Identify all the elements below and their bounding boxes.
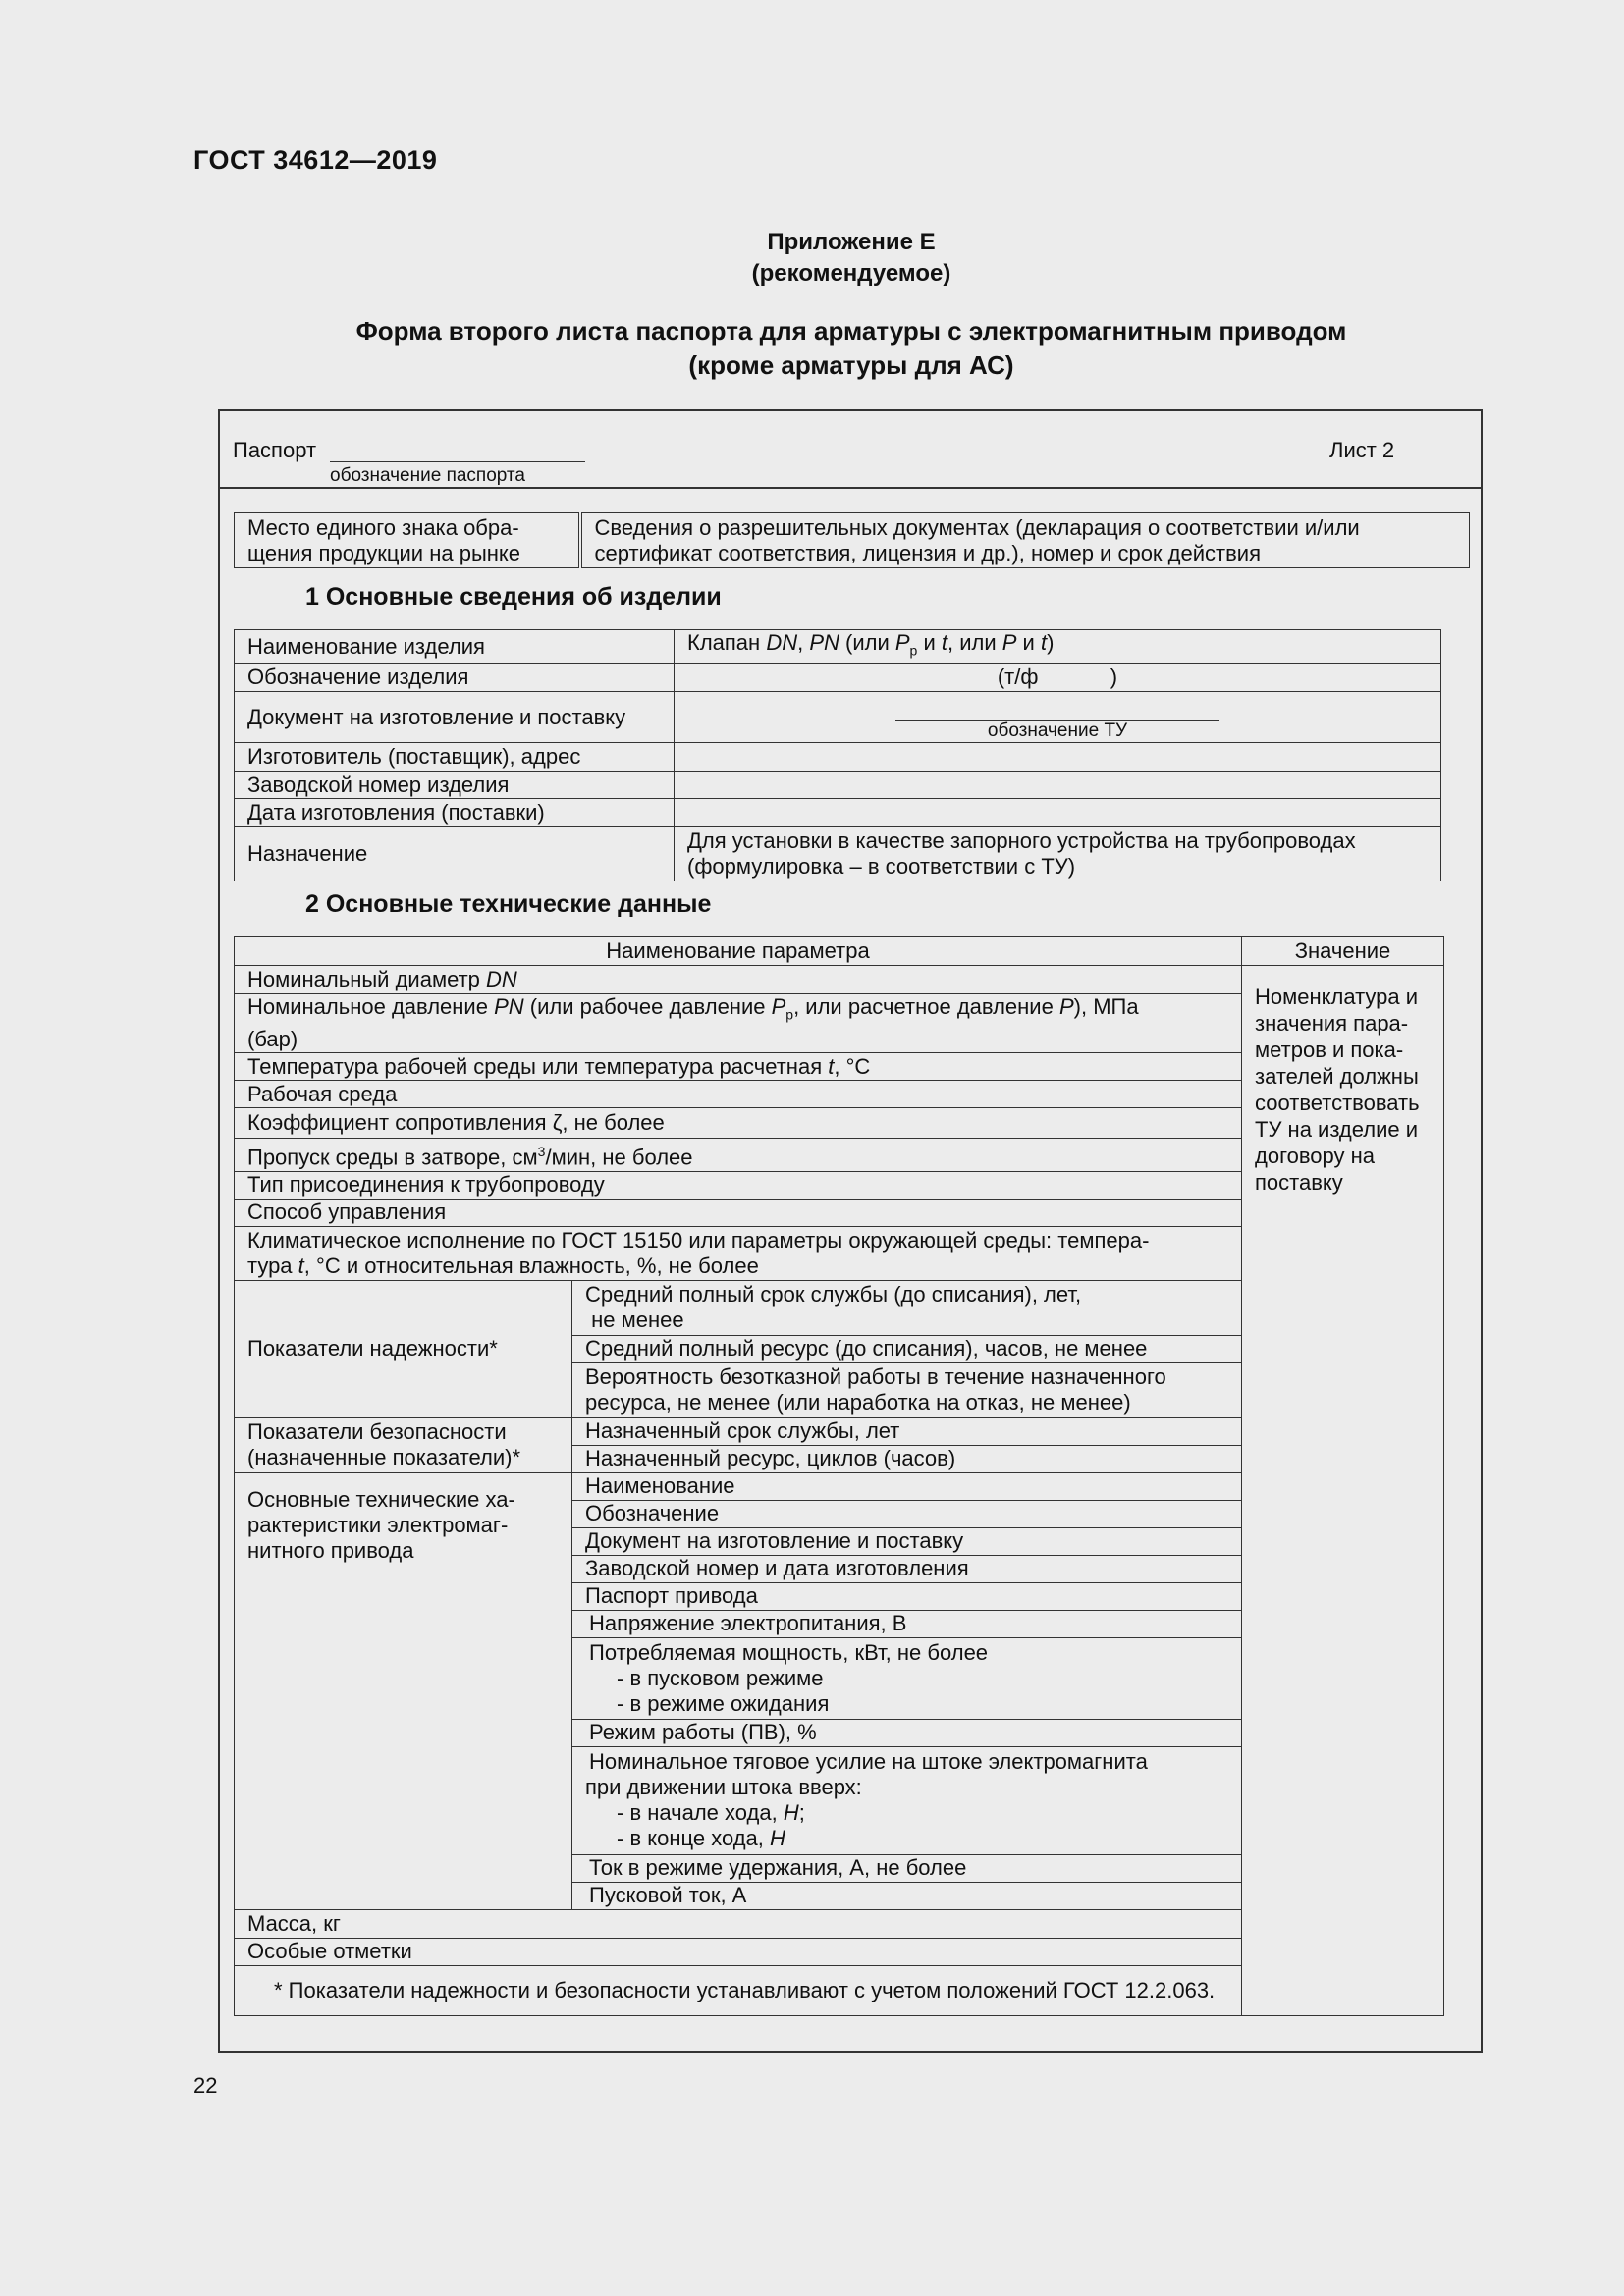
tech-data-table [234, 936, 1444, 2016]
table-row: Коэффициент сопротивления ζ, не более [235, 1108, 1444, 1139]
section1-heading: 1 Основные сведения об изделии [305, 583, 722, 611]
table-row: Документ на изготовление и поставку [235, 1527, 1444, 1555]
documents-table [234, 512, 1470, 568]
table-row: Пропуск среды в затворе, $см^3$/мин, не более [235, 1139, 1444, 1171]
col-header-value: Значение [1242, 937, 1444, 966]
form-title-line2: (кроме арматуры для АС) [688, 350, 1014, 380]
safety-label: Показатели безопасности (назначенные показатели)* [235, 1417, 572, 1472]
table-row: Документ на изготовление и поставку обозначение ТУ [235, 692, 1441, 743]
table-row: Пусковой ток, А [235, 1882, 1444, 1909]
table-row: Номинальное тяговое усилие на штоке электромагнита при движении штока вверх: - в начале хода, Н; - в конце хода, Н [235, 1746, 1444, 1854]
designation-value: (т/ф ) [675, 664, 1441, 692]
standard-number: ГОСТ 34612—2019 [193, 145, 438, 175]
tu-cell: обозначение ТУ [675, 692, 1441, 743]
market-mark-cell: Место единого знака обра- щения продукции на рынке [235, 513, 580, 568]
table-row: Температура рабочей среды или температура расчетная t, °С [235, 1053, 1444, 1081]
drive-label: Основные технические ха- рактеристики электромаг- нитного привода [235, 1472, 572, 1909]
table-row: Обозначение [235, 1500, 1444, 1527]
table-row: Обозначение изделия (т/ф ) [235, 664, 1441, 692]
table-row: Режим работы (ПВ), % [235, 1719, 1444, 1746]
table-row: Средний полный ресурс (до списания), часов, не менее [235, 1335, 1444, 1362]
appendix-title: Приложение Е [767, 229, 936, 255]
table-row: Назначенный ресурс, циклов (часов) [235, 1445, 1444, 1472]
footnote-row [235, 1965, 1444, 2015]
row-label: Наименование изделия [235, 630, 675, 664]
table-row: Климатическое исполнение по ГОСТ 15150 или параметры окружающей среды: темпера- тура t, °С и относительная влажность, %, не более [235, 1226, 1444, 1280]
value-note: Номенклатура и значения пара- метров и пока- зателей должны соответствовать ТУ на изделие и договору на поставку [1242, 966, 1444, 2016]
table-row: Заводской номер и дата изготовления [235, 1555, 1444, 1582]
appendix-type: (рекомендуемое) [751, 260, 951, 287]
table-row: Потребляемая мощность, кВт, не более - в пусковом режиме - в режиме ожидания [235, 1637, 1444, 1719]
table-row: Рабочая среда [235, 1081, 1444, 1108]
form-title-line1: Форма второго листа паспорта для арматуры с электромагнитным приводом [355, 316, 1347, 346]
table-row: Дата изготовления (поставки) [235, 799, 1441, 827]
table-row: Особые отметки [235, 1938, 1444, 1965]
passport-caption: обозначение паспорта [330, 465, 525, 486]
table-row: Номинальный диаметр DN Номенклатура и значения пара- метров и пока- зателей должны соответствовать ТУ на изделие и договору на поставку [235, 966, 1444, 994]
table-row: Масса, кг [235, 1909, 1444, 1938]
frame-separator [218, 487, 1483, 489]
table-row: Номинальное давление PN (или рабочее давление $P_р$, или расчетное давление P), МПа (бар) [235, 994, 1444, 1053]
product-name-value: Клапан DN, PN (или $P_р$ и t, или P и t) [675, 630, 1441, 664]
table-row: Заводской номер изделия [235, 772, 1441, 799]
table-row: Основные технические ха- рактеристики электромаг- нитного привода Наименование [235, 1472, 1444, 1500]
table-header-row [235, 937, 1444, 966]
product-info-table [234, 629, 1441, 881]
page-number: 22 [193, 2073, 218, 2098]
table-row: Способ управления [235, 1199, 1444, 1226]
sheet-number: Лист 2 [1329, 438, 1395, 462]
purpose-value: Для установки в качестве запорного устройства на трубопроводах (формулировка – в соответствии с ТУ) [675, 827, 1441, 881]
table-row: Изготовитель (поставщик), адрес [235, 743, 1441, 772]
table-row: Вероятность безотказной работы в течение назначенного ресурса, не менее (или наработка на отказ, не менее) [235, 1362, 1444, 1417]
table-row [235, 630, 1441, 664]
table-row: Показатели надежности* Средний полный срок службы (до списания), лет, не менее [235, 1280, 1444, 1335]
table-row: Назначение Для установки в качестве запорного устройства на трубопроводах (формулировка – в соответствии с ТУ) [235, 827, 1441, 881]
section2-heading: 2 Основные технические данные [305, 890, 712, 918]
table-row: Показатели безопасности (назначенные показатели)* Назначенный срок службы, лет [235, 1417, 1444, 1445]
passport-underline [330, 461, 585, 462]
table-row: Паспорт привода [235, 1582, 1444, 1610]
permits-cell: Сведения о разрешительных документах (декларация о соответствии и/или сертификат соответствия, лицензия и др.), номер и срок действия [580, 513, 1470, 568]
footnote: * Показатели надежности и безопасности устанавливают с учетом положений ГОСТ 12.2.063. [235, 1965, 1444, 2015]
reliability-label: Показатели надежности* [235, 1280, 572, 1417]
table-row: Тип присоединения к трубопроводу [235, 1171, 1444, 1199]
passport-label: Паспорт [233, 438, 317, 462]
col-header-param: Наименование параметра [235, 937, 1242, 966]
table-row: Напряжение электропитания, В [235, 1610, 1444, 1637]
table-row: Ток в режиме удержания, А, не более [235, 1854, 1444, 1882]
